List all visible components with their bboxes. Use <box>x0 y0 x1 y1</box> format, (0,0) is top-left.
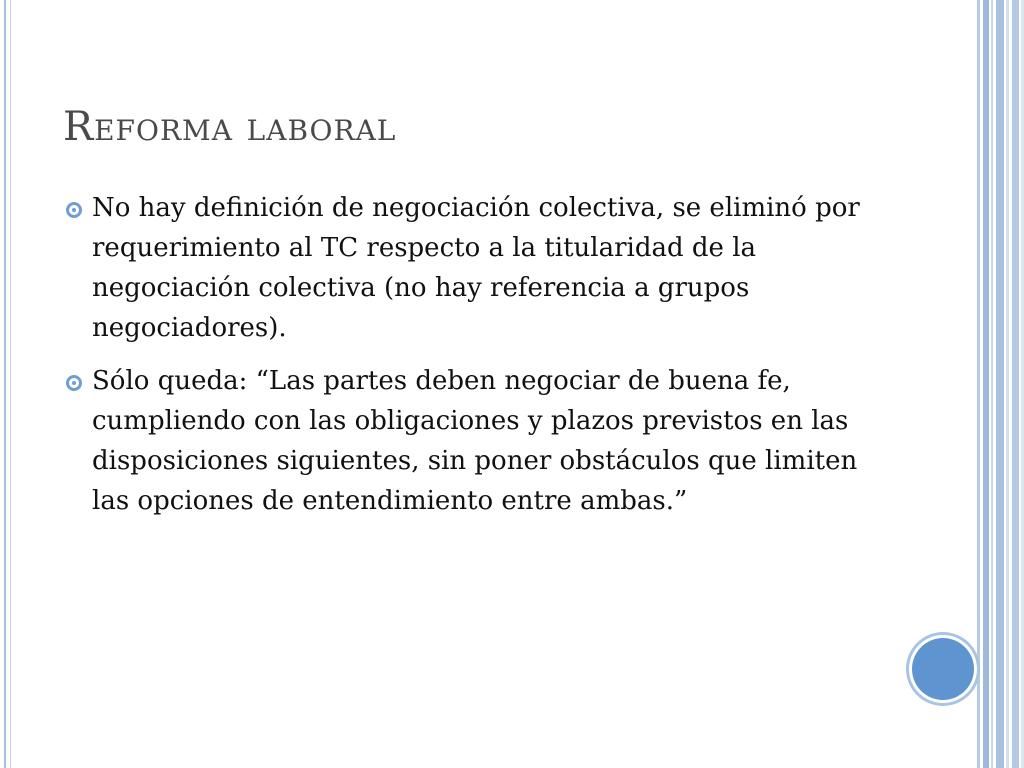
circle-bullet-icon <box>66 375 82 391</box>
bullet-list <box>62 188 882 534</box>
right-stripe <box>983 0 989 768</box>
circle-bullet-icon <box>66 202 82 218</box>
slide-title: Reforma laboral <box>63 104 397 150</box>
right-stripe <box>991 0 993 768</box>
bullet-text: No hay definición de negociación colectiva, se eliminó por requerimiento al TC respecto a la titularidad de la negociación colectiva (no hay referencia a grupos negociadores). <box>92 193 860 343</box>
left-border-line-inner <box>10 0 11 768</box>
bullet-item <box>62 361 882 521</box>
left-border-line <box>4 0 6 768</box>
right-stripe <box>1006 0 1009 768</box>
bullet-item <box>62 188 882 348</box>
blue-circle-decoration-icon <box>912 638 974 700</box>
right-stripe <box>1012 0 1019 768</box>
right-stripe <box>977 0 980 768</box>
bullet-text: Sólo queda: “Las partes deben negociar de buena fe, cumpliendo con las obligaciones y plazos previstos en las disposiciones siguientes, sin poner obstáculos que limiten las opciones de entendimiento entre ambas.” <box>92 366 858 516</box>
right-stripe <box>996 0 1004 768</box>
